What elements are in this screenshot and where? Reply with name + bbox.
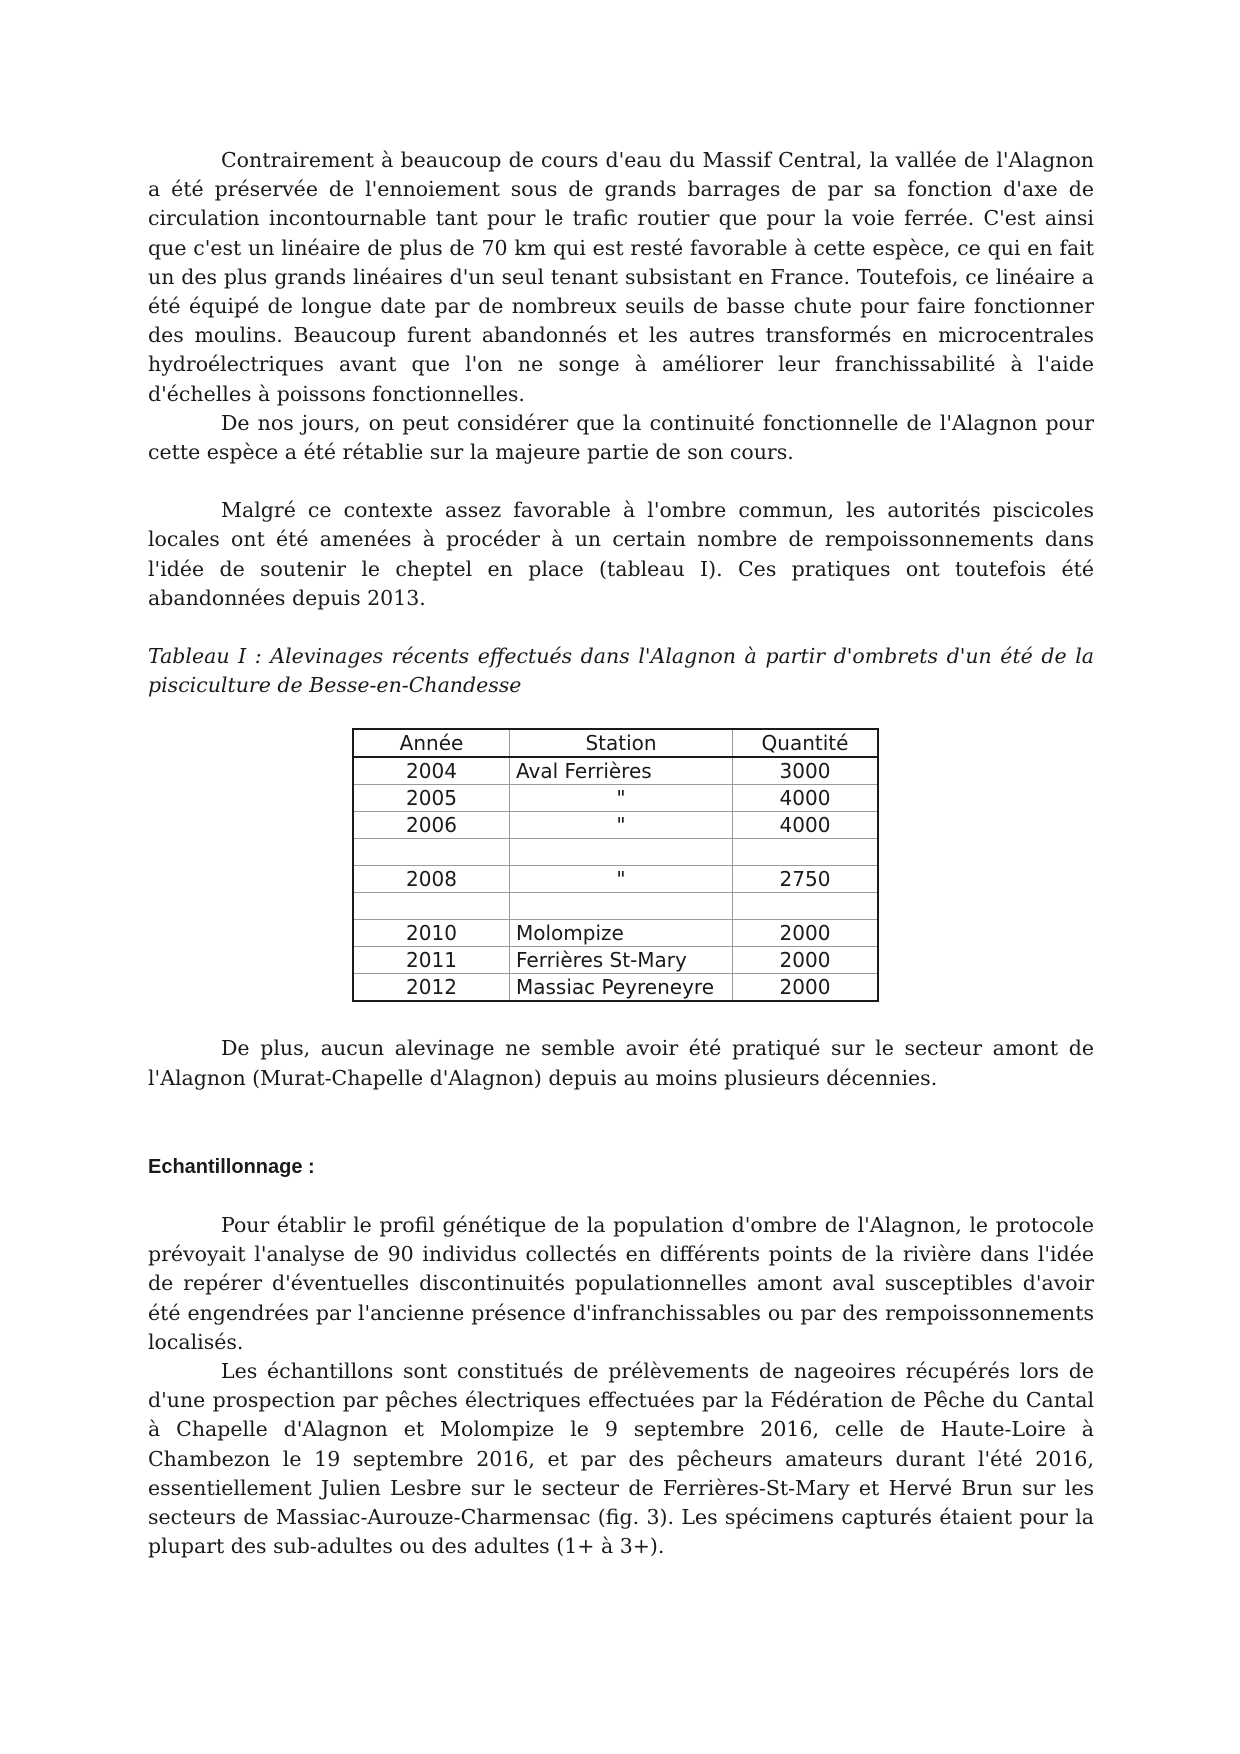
table-row	[353, 757, 878, 785]
table-row	[353, 947, 878, 974]
paragraph-samples: Les échantillons sont constitués de prélèvements de nageoires récupérés lors de d'une prospection par pêches électriques effectuées par la Fédération de Pêche du Cantal à Chapelle d'Alagnon et Molompize le 9 septembre 2016, celle de Haute-Loire à Chambezon le 19 septembre 2016, et par des pêcheurs amateurs durant l'été 2016, essentiellement Julien Lesbre sur le secteur de Ferrières-St-Mary et Hervé Brun sur les secteurs de Massiac-Aurouze-Charmensac (fig. 3). Les spécimens capturés étaient pour la plupart des sub-adultes ou des adultes (1+ à 3+).	[148, 1359, 1094, 1559]
cell-station: Ferrières St-Mary	[510, 947, 733, 974]
cell-station: "	[510, 785, 733, 812]
table-row	[353, 812, 878, 839]
header-year: Année	[353, 729, 510, 757]
table-row	[353, 920, 878, 947]
cell-year: 2004	[353, 757, 510, 785]
cell-year: 2008	[353, 866, 510, 893]
paragraph-protocol: Pour établir le profil génétique de la population d'ombre de l'Alagnon, le protocole prévoyait l'analyse de 90 individus collectés en différents points de la rivière dans l'idée de repérer d'éventuelles discontinuités populationnelles amont aval susceptibles d'avoir été engendrées par l'ancienne présence d'infranchissables ou par des rempoissonnements localisés.	[148, 1213, 1094, 1354]
cell-year	[353, 893, 510, 920]
cell-quantity: 2750	[733, 866, 879, 893]
cell-station: Massiac Peyreneyre	[510, 974, 733, 1002]
table-row	[353, 866, 878, 893]
table-row-empty	[353, 839, 878, 866]
cell-quantity: 2000	[733, 947, 879, 974]
cell-station: Molompize	[510, 920, 733, 947]
paragraph-intro: Contrairement à beaucoup de cours d'eau du Massif Central, la vallée de l'Alagnon a été préservée de l'ennoiement sous de grands barrages de par sa fonction d'axe de circulation incontournable tant pour le trafic routier que pour la voie ferrée. C'est ainsi que c'est un linéaire de plus de 70 km qui est resté favorable à cette espèce, ce qui en fait un des plus grands linéaires d'un seul tenant subsistant en France. Toutefois, ce linéaire a été équipé de longue date par de nombreux seuils de basse chute pour faire fonctionner des moulins. Beaucoup furent abandonnés et les autres transformés en microcentrales hydroélectriques avant que l'on ne songe à améliorer leur franchissabilité à l'aide d'échelles à poissons fonctionnelles.	[148, 148, 1094, 406]
cell-quantity: 2000	[733, 920, 879, 947]
cell-year: 2011	[353, 947, 510, 974]
cell-station	[510, 893, 733, 920]
cell-quantity: 2000	[733, 974, 879, 1002]
header-quantity: Quantité	[733, 729, 879, 757]
cell-quantity: 4000	[733, 812, 879, 839]
table-row	[353, 785, 878, 812]
cell-station	[510, 839, 733, 866]
cell-year: 2010	[353, 920, 510, 947]
table-row-empty	[353, 893, 878, 920]
table-container	[148, 728, 1094, 1002]
cell-quantity: 4000	[733, 785, 879, 812]
document-page	[148, 146, 1094, 1562]
cell-quantity	[733, 893, 879, 920]
restocking-table	[352, 728, 879, 1002]
paragraph-continuity: De nos jours, on peut considérer que la continuité fonctionnelle de l'Alagnon pour cette espèce a été rétablie sur la majeure partie de son cours.	[148, 410, 1094, 465]
cell-quantity	[733, 839, 879, 866]
cell-station: "	[510, 866, 733, 893]
cell-year: 2005	[353, 785, 510, 812]
table-caption: Tableau I : Alevinages récents effectués dans l'Alagnon à partir d'ombrets d'un été de la pisciculture de Besse-en-Chandesse	[148, 644, 1094, 698]
paragraph-upstream: De plus, aucun alevinage ne semble avoir été pratiqué sur le secteur amont de l'Alagnon (Murat-Chapelle d'Alagnon) depuis au moins plusieurs décennies.	[148, 1036, 1094, 1090]
table-header-row	[353, 729, 878, 757]
cell-year: 2012	[353, 974, 510, 1002]
cell-year	[353, 839, 510, 866]
cell-station: "	[510, 812, 733, 839]
cell-station: Aval Ferrières	[510, 757, 733, 785]
table-row	[353, 974, 878, 1002]
header-station: Station	[510, 729, 733, 757]
paragraph-restocking: Malgré ce contexte assez favorable à l'ombre commun, les autorités piscicoles locales ont été amenées à procéder à un certain nombre de rempoissonnements dans l'idée de soutenir le cheptel en place (tableau I). Ces pratiques ont toutefois été abandonnées depuis 2013.	[148, 498, 1094, 610]
cell-year: 2006	[353, 812, 510, 839]
cell-quantity: 3000	[733, 757, 879, 785]
section-title: Echantillonnage :	[148, 1155, 315, 1178]
